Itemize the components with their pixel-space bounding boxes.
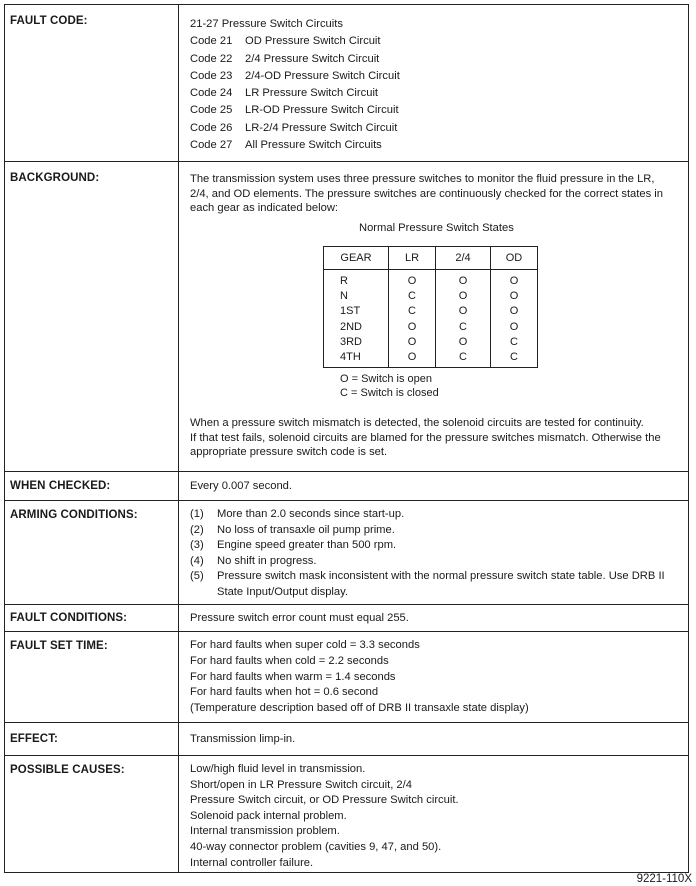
code-item: Code 25 LR-OD Pressure Switch Circuit <box>190 104 399 117</box>
column-divider <box>178 756 179 872</box>
column-divider <box>178 501 179 604</box>
code-item: Code 22 2/4 Pressure Switch Circuit <box>190 52 380 65</box>
fault-set-time-label: FAULT SET TIME: <box>10 640 108 652</box>
row-arming-conditions <box>5 501 688 605</box>
row-fault-code <box>5 5 688 162</box>
row-fault-set-time <box>5 632 688 723</box>
gear-column: R N 1ST 2ND 3RD 4TH <box>324 270 389 368</box>
figure-id: 9221-110X <box>636 873 692 885</box>
when-checked-text: Every 0.007 second. <box>190 480 292 492</box>
table-legend: O = Switch is open C = Switch is closed <box>340 373 439 399</box>
code-item: Code 23 2/4-OD Pressure Switch Circuit <box>190 69 400 82</box>
background-label: BACKGROUND: <box>10 172 100 184</box>
fault-conditions-text: Pressure switch error count must equal 255. <box>190 612 409 624</box>
column-divider <box>178 5 179 161</box>
2-4-column: O O O C O C <box>436 270 491 368</box>
column-divider <box>178 162 179 471</box>
arming-conditions-label: ARMING CONDITIONS: <box>10 509 138 521</box>
code-item: Code 21 OD Pressure Switch Circuit <box>190 35 381 48</box>
possible-causes-content: Low/high fluid level in transmission. Short/open in LR Pressure Switch circuit, 2/4 Pressure Switch circuit, or OD Pressure Switch circuit. Solenoid pack internal problem. Internal transmission problem. 40-way connector problem (cavities 9, 47, and 50). Internal controller failure. <box>190 763 459 869</box>
row-when-checked <box>5 472 688 501</box>
table-title: Normal Pressure Switch States <box>359 222 514 234</box>
lr-column: O C C O O O <box>389 270 436 368</box>
column-divider <box>178 472 179 500</box>
header-lr: LR <box>389 247 436 270</box>
background-intro: The transmission system uses three pressure switches to monitor the fluid pressure in the LR, 2/4, and OD elements. The pressure switches are continuously checked for the correct states in each gear as indicated below: <box>190 173 664 214</box>
header-od: OD <box>491 247 538 270</box>
header-2-4: 2/4 <box>436 247 491 270</box>
list-item: (5) Pressure switch mask inconsistent with the normal pressure switch state table. Use DRB II State Input/Output display. <box>190 570 665 598</box>
row-effect <box>5 723 688 756</box>
effect-label: EFFECT: <box>10 733 58 745</box>
fault-code-label: FAULT CODE: <box>10 15 88 27</box>
list-item: (4) No shift in progress. <box>190 554 317 567</box>
row-possible-causes <box>5 756 688 872</box>
code-item: Code 24 LR Pressure Switch Circuit <box>190 87 379 100</box>
code-item: Code 27 All Pressure Switch Circuits <box>190 139 382 152</box>
when-checked-label: WHEN CHECKED: <box>10 480 111 492</box>
header-gear: GEAR <box>324 247 389 270</box>
column-divider <box>178 605 179 631</box>
effect-text: Transmission limp-in. <box>190 733 296 745</box>
background-closing: When a pressure switch mismatch is detected, the solenoid circuits are tested for continuity. If that test fails, solenoid circuits are blamed for the pressure switches mismatch. Otherwise the appropriate pressure switch code is set. <box>190 417 661 458</box>
fault-code-header: 21-27 Pressure Switch Circuits <box>190 18 343 30</box>
arming-conditions-list <box>190 507 682 601</box>
possible-causes-label: POSSIBLE CAUSES: <box>10 764 125 776</box>
fault-code-content <box>190 16 682 154</box>
od-column: O O O O C C <box>491 270 538 368</box>
pressure-switch-state-table <box>323 246 538 368</box>
list-item: (2) No loss of transaxle oil pump prime. <box>190 523 395 536</box>
row-fault-conditions <box>5 605 688 632</box>
column-divider <box>178 632 179 722</box>
fault-set-time-content: For hard faults when super cold = 3.3 seconds For hard faults when cold = 2.2 seconds For hard faults when warm = 1.4 seconds For hard faults when hot = 0.6 second (Temperature description based off of DRB II transaxle state display) <box>190 639 529 715</box>
column-divider <box>178 723 179 755</box>
fault-conditions-label: FAULT CONDITIONS: <box>10 612 128 624</box>
code-item: Code 26 LR-2/4 Pressure Switch Circuit <box>190 121 398 134</box>
list-item: (1) More than 2.0 seconds since start-up. <box>190 508 405 520</box>
list-item: (3) Engine speed greater than 500 rpm. <box>190 539 397 552</box>
